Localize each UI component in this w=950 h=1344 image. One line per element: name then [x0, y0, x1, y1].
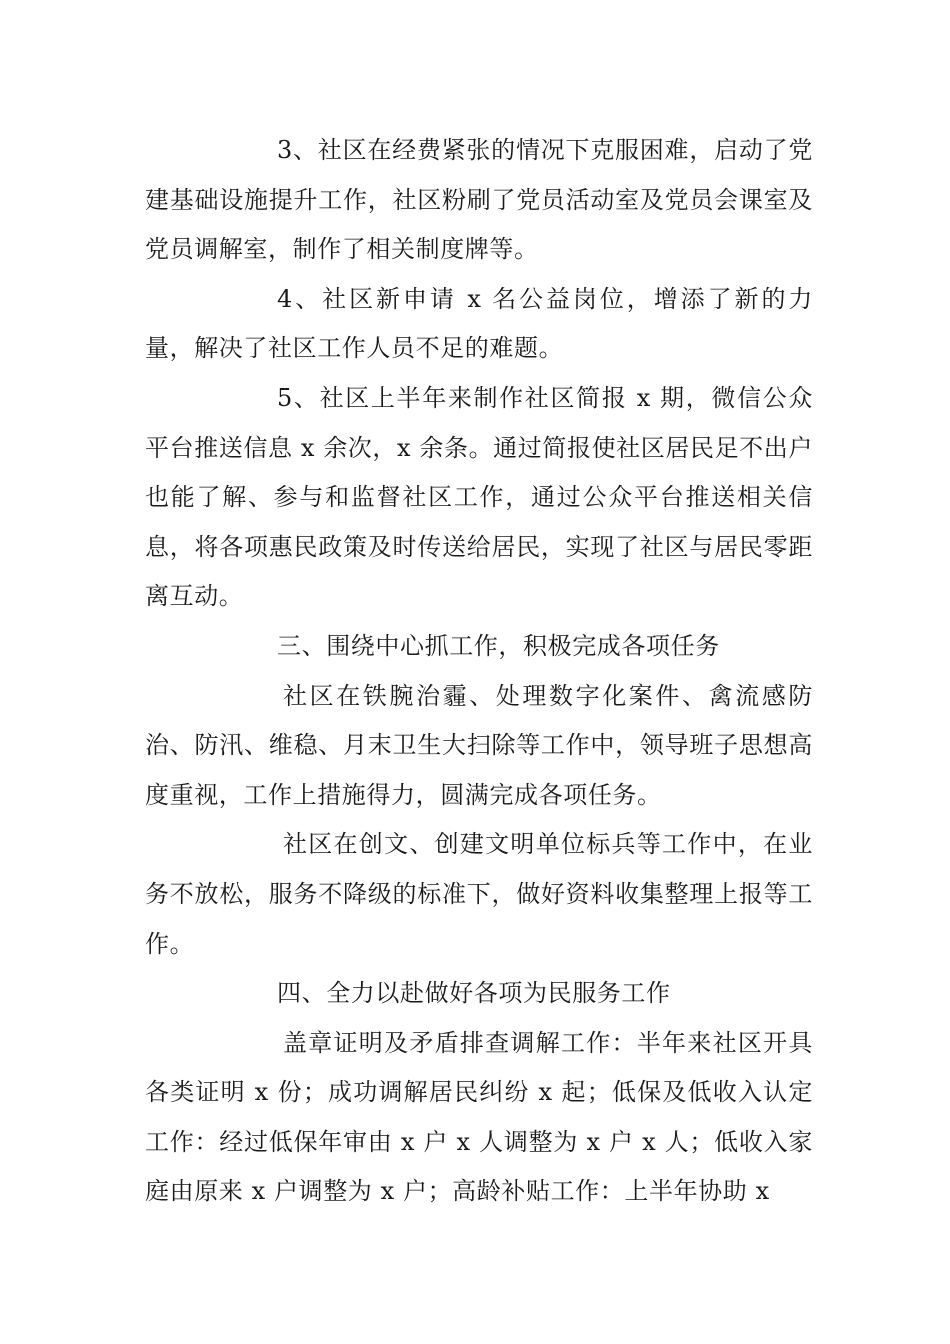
paragraph-civilization: 社区在创文、创建文明单位标兵等工作中，在业务不放松，服务不降级的标准下，做好资料收集整理上报等工作。: [145, 830, 813, 958]
paragraph-item-3: 3、社区在经费紧张的情况下克服困难，启动了党建基础设施提升工作，社区粉刷了党员活动室及党员会课室及党员调解室，制作了相关制度牌等。: [145, 136, 813, 264]
section-heading-3: 三、围绕中心抓工作，积极完成各项任务: [277, 631, 720, 660]
paragraph-item-4: 4、社区新申请 x 名公益岗位，增添了新的力量，解决了社区工作人员不足的难题。: [145, 284, 813, 363]
document-body: [145, 126, 813, 1217]
paragraph-smog-control: 社区在铁腕治霾、处理数字化案件、禽流感防治、防汛、维稳、月末卫生大扫除等工作中，领导班子思想高度重视，工作上措施得力，圆满完成各项任务。: [145, 681, 813, 809]
paragraph-services: 盖章证明及矛盾排查调解工作：半年来社区开具各类证明 x 份；成功调解居民纠纷 x 起；低保及低收入认定工作：经过低保年审由 x 户 x 人调整为 x 户 x 人；低收入家庭由原来 x 户调整为 x 户；高龄补贴工作：上半年协助 x: [145, 1028, 813, 1206]
paragraph-item-5: 5、社区上半年来制作社区简报 x 期，微信公众平台推送信息 x 余次，x 余条。通过简报使社区居民足不出户也能了解、参与和监督社区工作，通过公众平台推送相关信息，将各项惠民政策及时传送给居民，实现了社区与居民零距离互动。: [145, 383, 813, 611]
section-heading-4: 四、全力以赴做好各项为民服务工作: [277, 979, 671, 1008]
